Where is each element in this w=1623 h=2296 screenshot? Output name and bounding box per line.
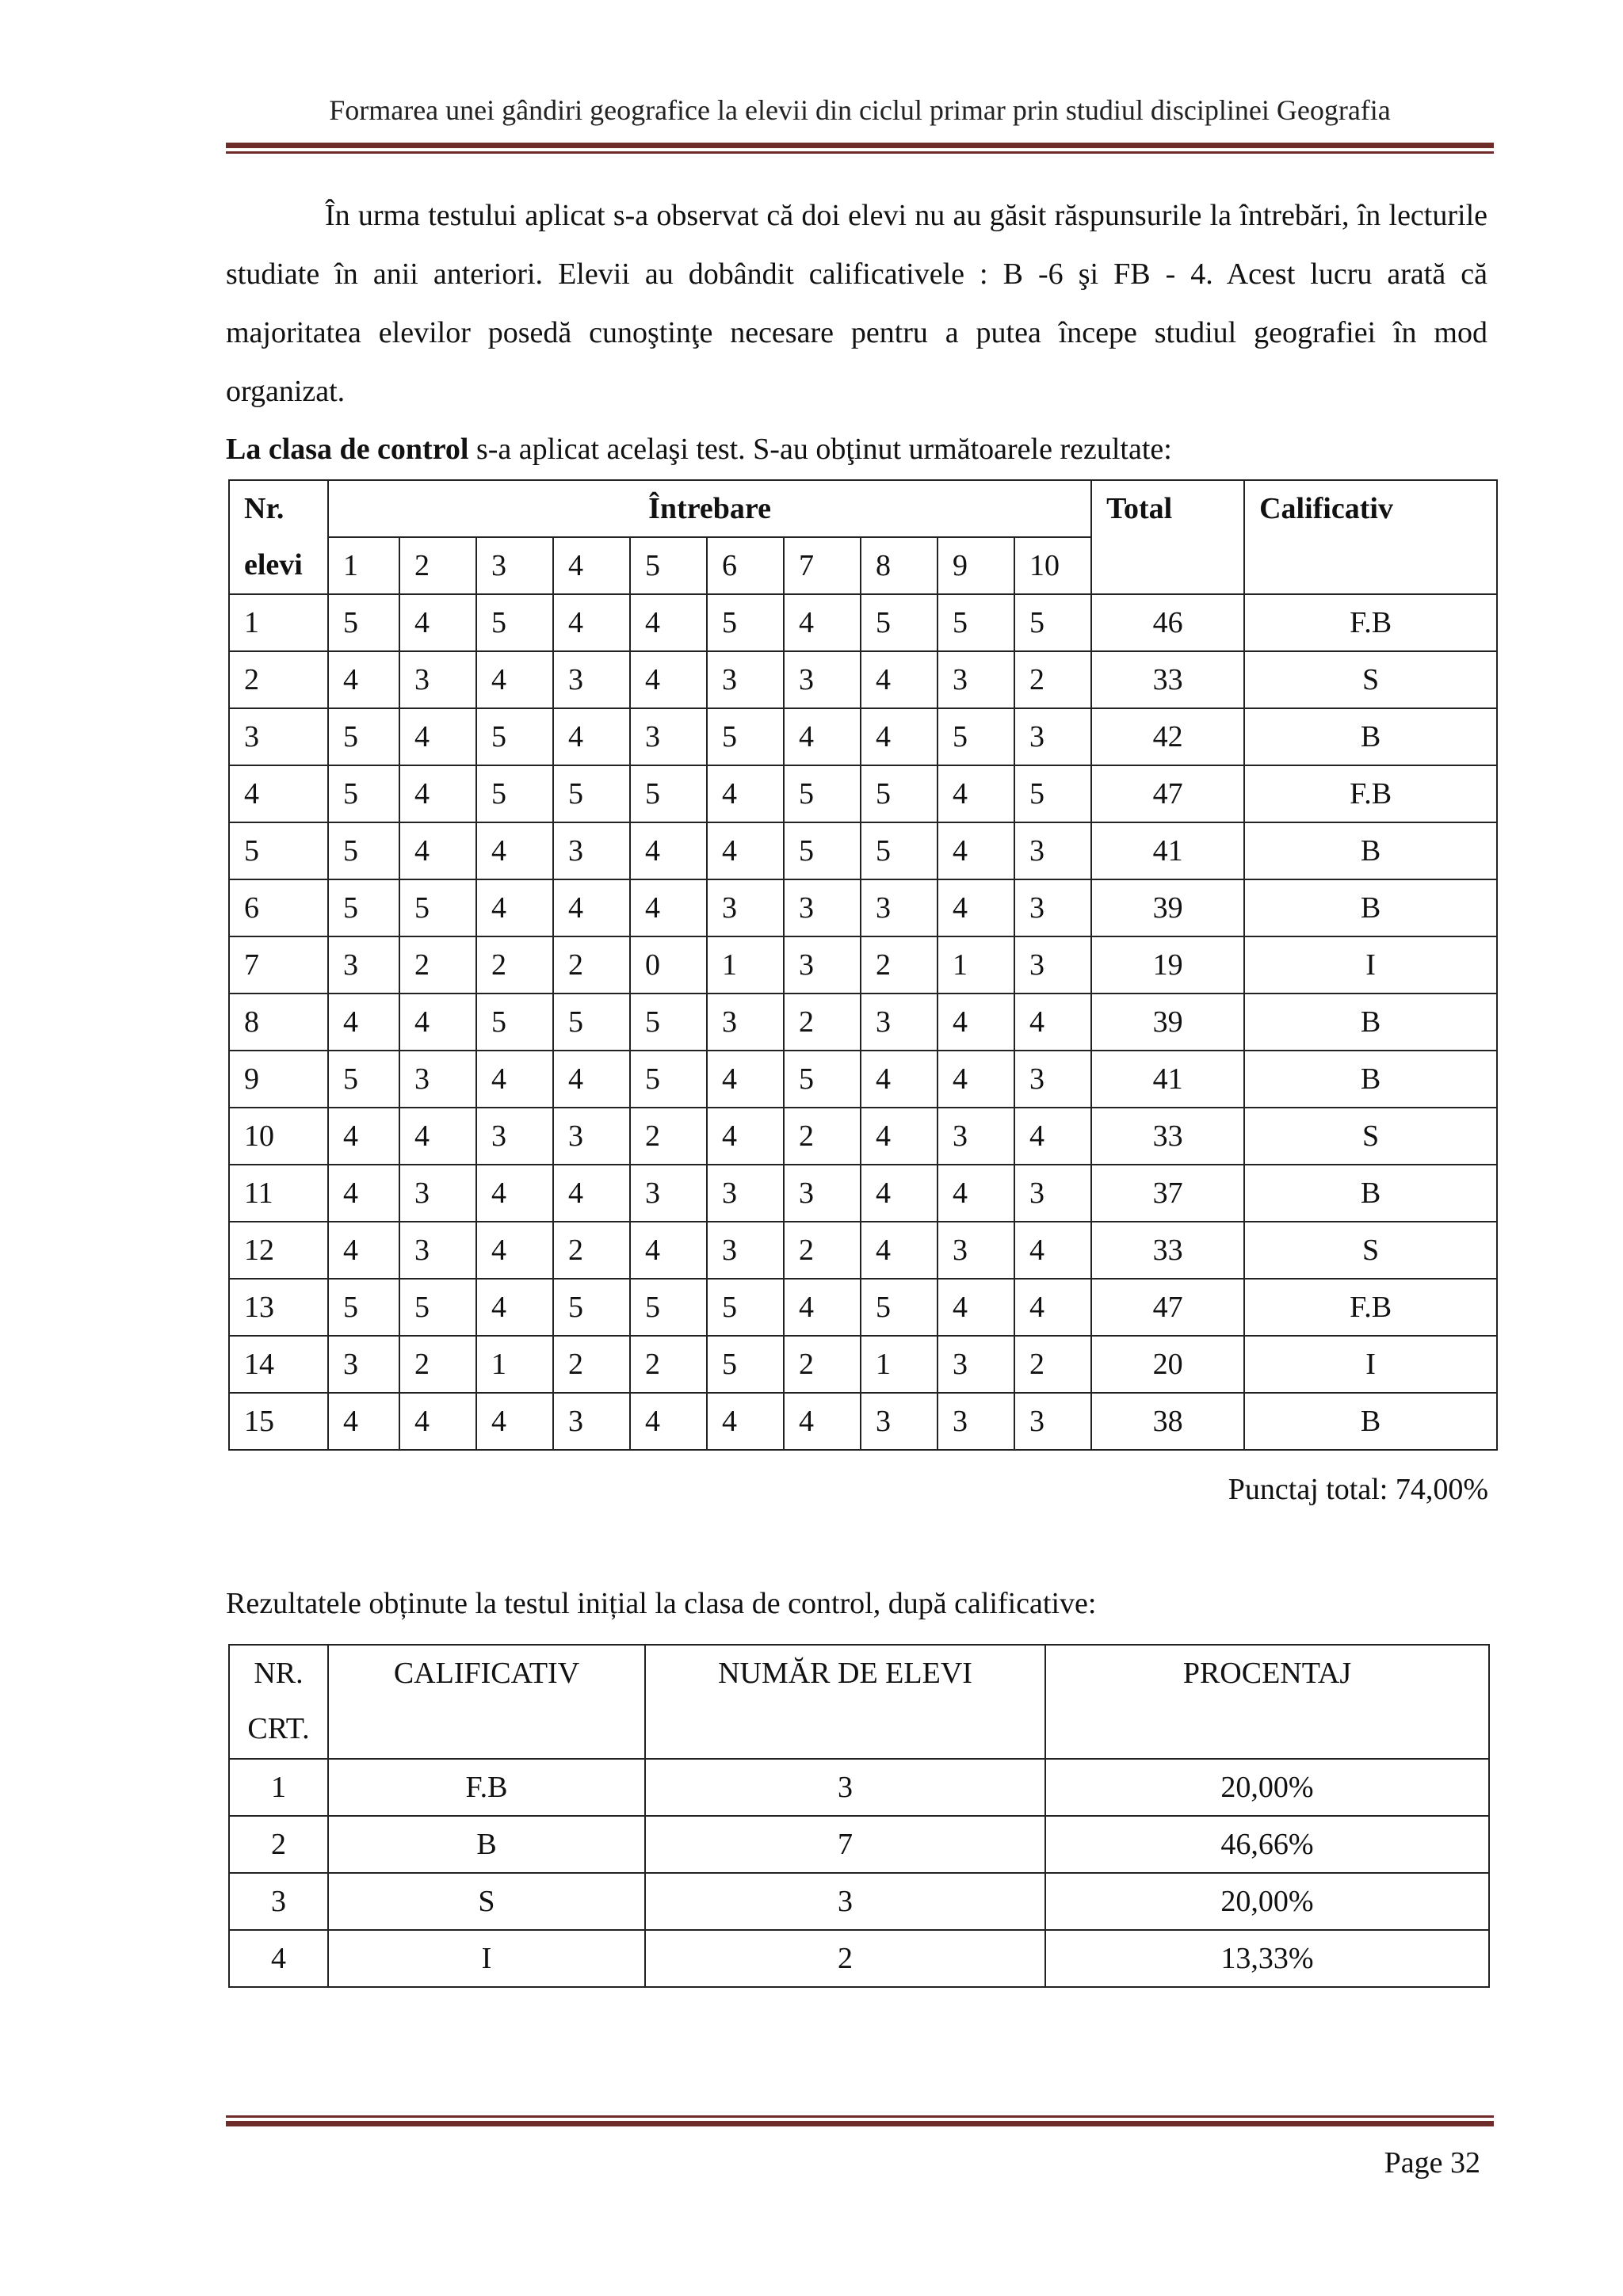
header-calificativ: CALIFICATIV	[328, 1645, 645, 1759]
question-score: 5	[707, 594, 784, 651]
header-grade: Calificativ	[1244, 480, 1497, 594]
student-grade: B	[1244, 1393, 1497, 1450]
question-score: 4	[328, 1108, 399, 1165]
control-class-text: s-a aplicat acelaşi test. S-au obţinut următoarele rezultate:	[468, 433, 1172, 466]
question-score: 3	[938, 1336, 1014, 1393]
question-score: 4	[861, 1108, 938, 1165]
question-score: 3	[630, 1165, 707, 1222]
control-class-label: La clasa de control	[226, 433, 469, 466]
question-score: 3	[861, 879, 938, 936]
question-number: 1	[328, 537, 399, 594]
question-score: 3	[784, 1165, 861, 1222]
header-nr: Nr.	[229, 480, 328, 537]
question-score: 4	[861, 1165, 938, 1222]
question-score: 2	[476, 936, 553, 994]
student-number: 5	[229, 822, 328, 879]
student-total: 41	[1091, 1051, 1244, 1108]
question-score: 5	[553, 994, 630, 1051]
question-number: 10	[1014, 537, 1091, 594]
question-score: 5	[707, 1336, 784, 1393]
question-score: 3	[707, 879, 784, 936]
student-total: 38	[1091, 1393, 1244, 1450]
question-score: 1	[861, 1336, 938, 1393]
scores-header-row	[229, 480, 1497, 537]
question-score: 4	[630, 594, 707, 651]
student-row	[229, 594, 1497, 651]
student-number: 7	[229, 936, 328, 994]
header-rule	[226, 143, 1494, 154]
student-total: 41	[1091, 822, 1244, 879]
student-grade: S	[1244, 1108, 1497, 1165]
question-score: 3	[784, 936, 861, 994]
summary-row	[229, 1759, 1489, 1816]
question-score: 3	[1014, 1393, 1091, 1450]
summary-grade: S	[328, 1873, 645, 1930]
question-score: 4	[784, 1279, 861, 1336]
question-score: 5	[784, 1051, 861, 1108]
question-score: 4	[938, 879, 1014, 936]
question-score: 5	[399, 879, 476, 936]
question-score: 4	[938, 1279, 1014, 1336]
question-number: 3	[476, 537, 553, 594]
question-score: 3	[1014, 879, 1091, 936]
total-score-note: Punctaj total: 74,00%	[1228, 1473, 1488, 1506]
question-score: 3	[553, 1393, 630, 1450]
question-score: 4	[399, 765, 476, 822]
question-score: 4	[476, 1222, 553, 1279]
question-score: 5	[476, 708, 553, 765]
student-total: 39	[1091, 879, 1244, 936]
student-grade: S	[1244, 651, 1497, 708]
question-score: 0	[630, 936, 707, 994]
question-number: 9	[938, 537, 1014, 594]
question-score: 4	[938, 994, 1014, 1051]
question-score: 4	[707, 822, 784, 879]
question-number: 7	[784, 537, 861, 594]
question-score: 4	[1014, 1279, 1091, 1336]
summary-row	[229, 1816, 1489, 1873]
question-score: 4	[476, 1051, 553, 1108]
question-score: 4	[938, 765, 1014, 822]
student-grade: I	[1244, 1336, 1497, 1393]
student-row	[229, 651, 1497, 708]
question-score: 5	[707, 1279, 784, 1336]
question-score: 3	[784, 879, 861, 936]
question-number: 2	[399, 537, 476, 594]
question-score: 4	[399, 1393, 476, 1450]
question-score: 3	[707, 651, 784, 708]
question-score: 3	[861, 1393, 938, 1450]
student-row	[229, 994, 1497, 1051]
student-total: 33	[1091, 651, 1244, 708]
student-number: 4	[229, 765, 328, 822]
question-score: 3	[476, 1108, 553, 1165]
question-score: 4	[553, 1051, 630, 1108]
question-score: 4	[784, 708, 861, 765]
student-number: 12	[229, 1222, 328, 1279]
question-score: 2	[784, 1222, 861, 1279]
paragraph-control-class	[226, 420, 1487, 479]
student-row	[229, 936, 1497, 994]
student-row	[229, 822, 1497, 879]
question-score: 5	[938, 708, 1014, 765]
question-score: 5	[861, 1279, 938, 1336]
student-grade: F.B	[1244, 1279, 1497, 1336]
question-score: 4	[328, 1165, 399, 1222]
question-score: 3	[707, 1222, 784, 1279]
question-score: 5	[328, 822, 399, 879]
student-row	[229, 708, 1497, 765]
question-score: 2	[784, 1108, 861, 1165]
question-score: 5	[328, 1279, 399, 1336]
question-score: 4	[861, 1222, 938, 1279]
question-score: 4	[399, 594, 476, 651]
question-score: 5	[553, 1279, 630, 1336]
question-score: 1	[707, 936, 784, 994]
header-numar-elevi: NUMĂR DE ELEVI	[645, 1645, 1045, 1759]
question-number: 8	[861, 537, 938, 594]
question-score: 3	[1014, 1051, 1091, 1108]
paragraph-test-results: În urma testului aplicat s-a observat că doi elevi nu au găsit răspunsurile la întrebări, în lecturile studiate în anii anteriori. Elevii au dobândit calificativele : B -6 şi FB - 4. Acest lucru arată că majoritatea elevilor posedă cunoştinţe necesare pentru a putea începe studiul geografiei în mod organizat.	[226, 199, 1487, 408]
question-score: 2	[784, 994, 861, 1051]
footer-rule	[226, 2115, 1494, 2126]
question-score: 5	[328, 1051, 399, 1108]
question-score: 4	[707, 765, 784, 822]
question-score: 4	[476, 1279, 553, 1336]
student-grade: B	[1244, 1165, 1497, 1222]
question-score: 4	[861, 1051, 938, 1108]
question-score: 5	[476, 994, 553, 1051]
question-score: 3	[861, 994, 938, 1051]
question-score: 2	[1014, 651, 1091, 708]
summary-percent: 20,00%	[1045, 1759, 1489, 1816]
question-score: 4	[1014, 1222, 1091, 1279]
student-grade: B	[1244, 822, 1497, 879]
question-score: 4	[1014, 1108, 1091, 1165]
question-number: 5	[630, 537, 707, 594]
question-score: 5	[328, 594, 399, 651]
question-score: 4	[476, 1165, 553, 1222]
question-score: 5	[328, 879, 399, 936]
student-number: 8	[229, 994, 328, 1051]
student-number: 13	[229, 1279, 328, 1336]
student-grade: B	[1244, 708, 1497, 765]
summary-row	[229, 1930, 1489, 1987]
question-score: 4	[707, 1051, 784, 1108]
question-score: 4	[328, 1222, 399, 1279]
summary-percent: 13,33%	[1045, 1930, 1489, 1987]
question-score: 3	[1014, 936, 1091, 994]
question-score: 4	[938, 822, 1014, 879]
question-score: 2	[784, 1336, 861, 1393]
student-total: 46	[1091, 594, 1244, 651]
question-score: 2	[630, 1336, 707, 1393]
question-score: 4	[630, 651, 707, 708]
question-score: 3	[399, 1165, 476, 1222]
question-score: 5	[861, 765, 938, 822]
question-score: 2	[553, 1222, 630, 1279]
header-nr-crt	[229, 1645, 328, 1759]
question-score: 2	[861, 936, 938, 994]
header-question: Întrebare	[328, 480, 1091, 537]
question-score: 5	[707, 708, 784, 765]
question-score: 4	[399, 822, 476, 879]
question-score: 4	[399, 708, 476, 765]
question-score: 3	[630, 708, 707, 765]
question-score: 4	[476, 651, 553, 708]
header-total: Total	[1091, 480, 1244, 594]
question-score: 3	[938, 1108, 1014, 1165]
question-score: 2	[630, 1108, 707, 1165]
question-score: 5	[553, 765, 630, 822]
question-score: 5	[630, 765, 707, 822]
question-score: 5	[328, 708, 399, 765]
question-score: 4	[861, 651, 938, 708]
question-score: 4	[328, 1393, 399, 1450]
question-score: 3	[399, 1051, 476, 1108]
page-number: Page 32	[1384, 2146, 1480, 2180]
question-score: 4	[630, 1222, 707, 1279]
paragraph-grade-summary: Rezultatele obținute la testul inițial la clasa de control, după calificative:	[226, 1587, 1097, 1620]
student-row	[229, 1279, 1497, 1336]
question-score: 3	[553, 1108, 630, 1165]
question-score: 3	[707, 994, 784, 1051]
question-score: 3	[707, 1165, 784, 1222]
question-score: 3	[1014, 1165, 1091, 1222]
question-score: 4	[1014, 994, 1091, 1051]
student-number: 1	[229, 594, 328, 651]
question-score: 5	[1014, 594, 1091, 651]
question-score: 5	[630, 1051, 707, 1108]
header-nr-crt-line1: NR.	[254, 1657, 304, 1690]
student-total: 33	[1091, 1222, 1244, 1279]
student-total: 47	[1091, 1279, 1244, 1336]
student-total: 37	[1091, 1165, 1244, 1222]
student-number: 2	[229, 651, 328, 708]
question-score: 4	[328, 994, 399, 1051]
question-score: 5	[476, 765, 553, 822]
scores-table	[228, 479, 1498, 1451]
question-score: 3	[1014, 708, 1091, 765]
question-score: 5	[938, 594, 1014, 651]
question-score: 4	[476, 879, 553, 936]
question-score: 3	[399, 1222, 476, 1279]
question-score: 5	[399, 1279, 476, 1336]
header-nr-crt-line2: CRT.	[247, 1712, 310, 1745]
student-total: 42	[1091, 708, 1244, 765]
student-number: 14	[229, 1336, 328, 1393]
question-score: 3	[328, 1336, 399, 1393]
student-number: 10	[229, 1108, 328, 1165]
student-number: 3	[229, 708, 328, 765]
question-score: 3	[553, 822, 630, 879]
summary-nr: 1	[229, 1759, 328, 1816]
student-row	[229, 1222, 1497, 1279]
summary-grade: B	[328, 1816, 645, 1873]
question-score: 4	[707, 1393, 784, 1450]
question-score: 5	[861, 822, 938, 879]
question-score: 4	[553, 879, 630, 936]
question-score: 2	[553, 936, 630, 994]
question-score: 3	[328, 936, 399, 994]
grade-summary-table	[228, 1644, 1490, 1988]
question-score: 1	[938, 936, 1014, 994]
question-score: 5	[1014, 765, 1091, 822]
summary-count: 3	[645, 1873, 1045, 1930]
summary-count: 3	[645, 1759, 1045, 1816]
question-score: 4	[399, 1108, 476, 1165]
summary-row	[229, 1873, 1489, 1930]
question-score: 2	[553, 1336, 630, 1393]
question-score: 4	[938, 1051, 1014, 1108]
question-score: 4	[861, 708, 938, 765]
student-row	[229, 1393, 1497, 1450]
question-score: 4	[553, 1165, 630, 1222]
question-number: 4	[553, 537, 630, 594]
summary-grade: F.B	[328, 1759, 645, 1816]
student-number: 6	[229, 879, 328, 936]
summary-nr: 2	[229, 1816, 328, 1873]
question-score: 5	[861, 594, 938, 651]
summary-count: 2	[645, 1930, 1045, 1987]
student-row	[229, 879, 1497, 936]
student-grade: B	[1244, 879, 1497, 936]
student-total: 20	[1091, 1336, 1244, 1393]
question-score: 3	[784, 651, 861, 708]
student-row	[229, 1108, 1497, 1165]
question-score: 4	[553, 708, 630, 765]
question-score: 2	[1014, 1336, 1091, 1393]
summary-percent: 20,00%	[1045, 1873, 1489, 1930]
summary-count: 7	[645, 1816, 1045, 1873]
summary-percent: 46,66%	[1045, 1816, 1489, 1873]
question-score: 3	[938, 1222, 1014, 1279]
question-score: 4	[784, 594, 861, 651]
question-score: 4	[476, 1393, 553, 1450]
question-score: 5	[784, 765, 861, 822]
question-score: 4	[707, 1108, 784, 1165]
summary-grade: I	[328, 1930, 645, 1987]
question-score: 4	[553, 594, 630, 651]
student-number: 9	[229, 1051, 328, 1108]
student-grade: B	[1244, 994, 1497, 1051]
student-row	[229, 765, 1497, 822]
question-score: 5	[630, 1279, 707, 1336]
student-number: 15	[229, 1393, 328, 1450]
question-score: 4	[784, 1393, 861, 1450]
question-score: 4	[630, 822, 707, 879]
student-row	[229, 1051, 1497, 1108]
question-score: 3	[938, 1393, 1014, 1450]
running-header-title: Formarea unei gândiri geografice la elevii din ciclul primar prin studiul disciplinei Geografia	[329, 94, 1391, 126]
student-grade: S	[1244, 1222, 1497, 1279]
summary-nr: 4	[229, 1930, 328, 1987]
student-total: 33	[1091, 1108, 1244, 1165]
question-score: 4	[328, 651, 399, 708]
question-score: 5	[630, 994, 707, 1051]
header-procentaj: PROCENTAJ	[1045, 1645, 1489, 1759]
question-score: 3	[399, 651, 476, 708]
question-score: 1	[476, 1336, 553, 1393]
student-grade: F.B	[1244, 594, 1497, 651]
student-total: 39	[1091, 994, 1244, 1051]
question-score: 4	[630, 1393, 707, 1450]
summary-nr: 3	[229, 1873, 328, 1930]
student-grade: B	[1244, 1051, 1497, 1108]
summary-header-row	[229, 1645, 1489, 1759]
student-total: 19	[1091, 936, 1244, 994]
question-score: 4	[476, 822, 553, 879]
student-grade: F.B	[1244, 765, 1497, 822]
student-row	[229, 1165, 1497, 1222]
student-row	[229, 1336, 1497, 1393]
question-number: 6	[707, 537, 784, 594]
student-grade: I	[1244, 936, 1497, 994]
student-total: 47	[1091, 765, 1244, 822]
student-number: 11	[229, 1165, 328, 1222]
question-score: 5	[784, 822, 861, 879]
question-score: 5	[328, 765, 399, 822]
question-score: 3	[938, 651, 1014, 708]
header-elevi: elevi	[229, 537, 328, 594]
question-score: 4	[630, 879, 707, 936]
question-score: 2	[399, 936, 476, 994]
question-score: 5	[476, 594, 553, 651]
question-score: 3	[553, 651, 630, 708]
question-score: 2	[399, 1336, 476, 1393]
question-score: 4	[399, 994, 476, 1051]
question-score: 3	[1014, 822, 1091, 879]
question-score: 4	[938, 1165, 1014, 1222]
